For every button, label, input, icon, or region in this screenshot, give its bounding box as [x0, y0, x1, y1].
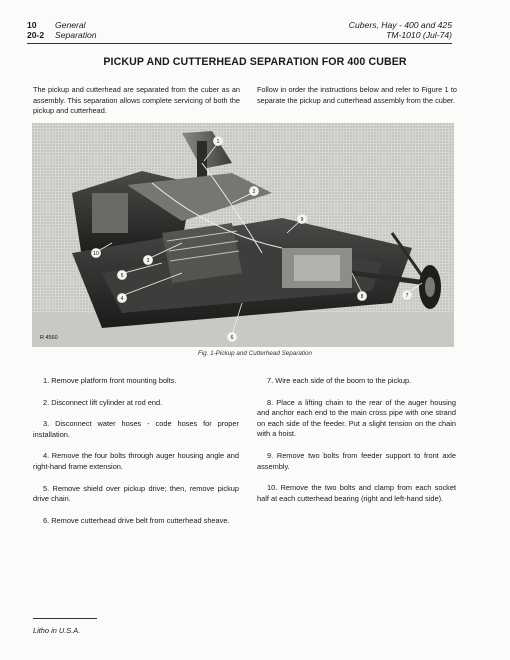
photo-code: R 4560: [40, 335, 58, 341]
product-name: Cubers, Hay - 400 and 425: [348, 20, 452, 30]
steps-left-column: [33, 376, 239, 537]
header-left-bottom: [27, 30, 97, 40]
callout-1: 1: [216, 139, 220, 145]
callout-7: 7: [405, 293, 409, 299]
callout-8: 8: [360, 294, 364, 300]
footer-note: Litho in U.S.A.: [33, 626, 81, 635]
step-5: 5. Remove shield over pickup drive; then, remove pickup drive chain.: [33, 483, 239, 504]
manual-number: TM-1010 (Jul-74): [386, 30, 452, 40]
callout-6: 6: [230, 335, 234, 341]
step-2: 2. Disconnect lift cylinder at rod end.: [43, 397, 163, 407]
section-name: General: [55, 20, 86, 30]
section-number: 20-2: [27, 30, 45, 40]
header-divider: [27, 43, 452, 44]
step-1: 1. Remove platform front mounting bolts.: [43, 376, 177, 385]
figure-photo: [32, 123, 454, 347]
header-left-top: [27, 20, 86, 30]
steps-right-column: [257, 376, 456, 515]
step-7: 7. Wire each side of the boom to the pickup.: [267, 376, 412, 385]
step-4: 4. Remove the four bolts through auger housing angle and right-hand frame extension.: [33, 451, 239, 471]
page-number: 10: [27, 20, 37, 30]
callout-4: 4: [120, 296, 124, 302]
callout-9: 9: [300, 217, 304, 223]
callout-3: 3: [146, 258, 150, 264]
intro-left: The pickup and cutterhead are separated from the cuber as an assembly. This separation allows complete servicing of both the pickup and cutterhead.: [33, 85, 240, 116]
callout-10: 10: [93, 251, 99, 257]
footer-divider: [33, 618, 97, 619]
step-10: 10. Remove the two bolts and clamp from each socket half at each cutterhead bearing (right and left-hand side).: [257, 483, 456, 503]
callout-2: 2: [252, 189, 256, 195]
figure-caption: Fig. 1-Pickup and Cutterhead Separation: [197, 350, 313, 357]
callout-5: 5: [120, 273, 124, 279]
intro-right: Follow in order the instructions below and refer to Figure 1 to separate the pickup and cutterhead assembly from the cuber.: [257, 85, 457, 105]
page-title: PICKUP AND CUTTERHEAD SEPARATION FOR 400 CUBER: [103, 56, 407, 68]
cuber-illustration: [32, 123, 454, 347]
step-3: 3. Disconnect water hoses - code hoses for proper installation.: [33, 419, 239, 439]
subsection-name: Separation: [55, 30, 97, 40]
step-9: 9. Remove two bolts from feeder support to front axle assembly.: [257, 450, 456, 471]
step-6: 6. Remove cutterhead drive belt from cutterhead sheave.: [43, 515, 230, 525]
step-8: 8. Place a lifting chain to the rear of the auger housing and anchor each end to the main cross pipe with one strand on each side of the feeder. Put a slight tension on the chain with a hoist.: [257, 397, 456, 439]
